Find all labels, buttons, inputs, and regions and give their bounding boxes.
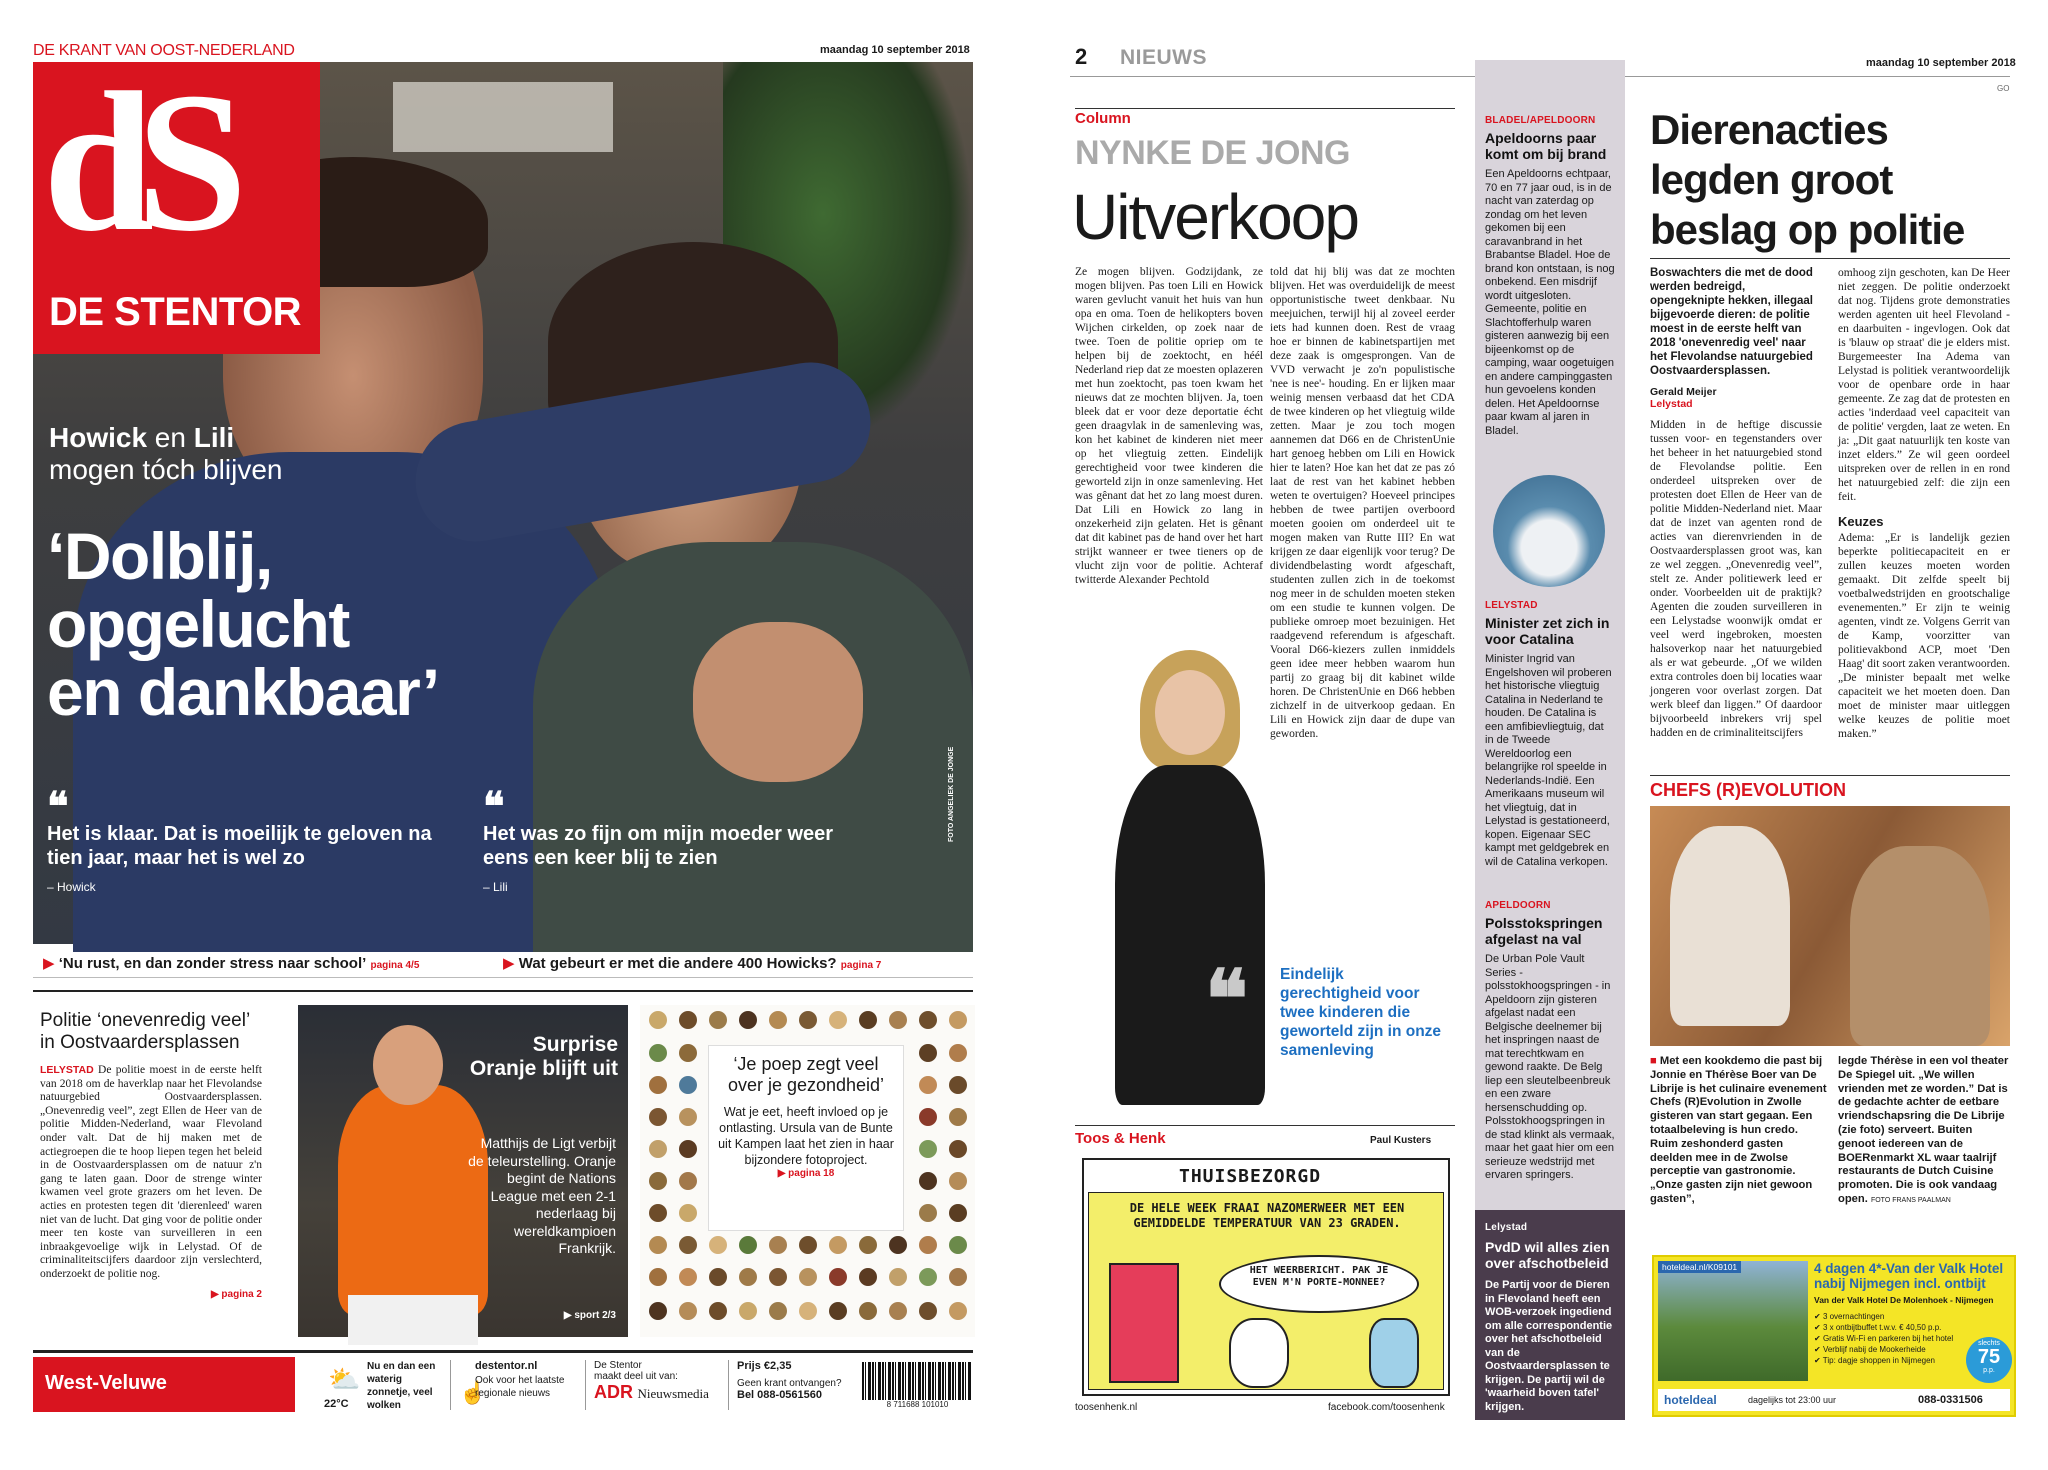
page-code: GO — [1997, 84, 2010, 93]
chefs-rule — [1650, 775, 2010, 776]
main-body2: omhoog zijn geschoten, kan De Heer niet zeggen. De politie onderzoekt dat nog. Tijdens grote demonstraties werden agenten uit heel Flevoland - en daarbuiten - ingevlogen. Ook dat is 'blauw op straat' die je elders mist. Burgemeester Ina Adema van Lelystad is politiek verantwoordelijk voor de openbare orde in haar gemeente. Ze zag dat de protesten en acties 'inderdaad veel capaciteit van de politie' vergden, laat ze weten. En ja: „Dit gaat natuurlijk ten koste van inzet elders.” Ze wil geen oordeel uitspreken over de rellen in en rond het natuurgebied zelf: die zijn een feit. — [1838, 267, 2010, 503]
masthead-tagline: DE KRANT VAN OOST-NEDERLAND — [33, 42, 295, 59]
quote-mark-icon: ❝ — [483, 785, 505, 829]
hero-headline-line2: opgelucht — [47, 587, 349, 661]
catalina-photo — [1493, 475, 1605, 587]
chefs-cap2-text: legde Thérèse in een vol theater De Spiegel uit. „We willen vrienden met ze worden.” Dat is de gedachte achter de eetbare vriendschapsring die De Librije (zie foto) serveert. Buiten genoot iedereen van de BOERenmarkt XL waar taalrijf restaurants de Dutch Cuisine promoten. Die is ook vandaag open. — [1838, 1055, 2009, 1205]
ad-item: ✔ Gratis Wi-Fi en parkeren bij het hotel — [1814, 1334, 1954, 1343]
s3-head: Polsstokspringen afgelast na val — [1485, 915, 1603, 947]
hero-headline — [47, 519, 439, 729]
page-date: maandag 10 september 2018 — [1866, 57, 2016, 69]
keuzes-head: Keuzes — [1838, 514, 1884, 529]
comic-caption: DE HELE WEEK FRAAI NAZOMERWEER MET EEN GEMIDDELDE TEMPERATUUR VAN 23 GRADEN. — [1129, 1201, 1405, 1230]
chef-man — [1670, 826, 1790, 1026]
comic-strip — [1082, 1158, 1450, 1396]
right-page — [1060, 0, 2020, 1470]
sport-page: sport 2/3 — [574, 1310, 616, 1321]
web-text: Ook voor het laatste regionale nieuws — [475, 1375, 565, 1399]
ad-title: 4 dagen 4*-Van der Valk Hotel nabij Nijmegen incl. ontbijt — [1814, 1261, 2004, 1291]
s3-kick: APELDOORN — [1485, 900, 1551, 911]
photo-credit: FOTO ANGELIEK DE JONGE — [948, 746, 955, 842]
poop-body: Wat je eet, heeft invloed op je ontlasting. Ursula van de Bunte uit Kampen laat het zien in haar bijzondere fotoproject. — [718, 1105, 894, 1167]
ad-brand: hoteldeal — [1664, 1393, 1717, 1407]
s3-body: De Urban Pole Vault Series - polsstokhoogspringen - in Apeldoorn zijn gisteren afgelast nadat een Belgische deelnemer bij het inspringen naast de mat terechtkwam en gewond raakte. De Belg liep een sleutelbeenbreuk en een zware hersenschudding op. Polsstokhoogspringen in de stad klinkt als vermaak, maar het gaat hier om een serieuze wedstrijd met ervaren springers. — [1485, 953, 1615, 1181]
chefs-photo — [1650, 806, 2010, 1046]
pull-quote-mark: ❝ — [1205, 955, 1249, 1044]
poop-box — [708, 1045, 904, 1231]
story1-title: Politie ‘onevenredig veel’ in Oostvaardersplassen — [40, 1010, 250, 1053]
teaser-link-1[interactable] — [43, 954, 419, 972]
columnist-body — [1115, 765, 1265, 1105]
s4-kick: Lelystad — [1485, 1222, 1528, 1233]
chefs-title: CHEFS (R)EVOLUTION — [1650, 780, 1846, 800]
player-head — [373, 1025, 443, 1105]
ad-item: ✔ Tip: dagje shoppen in Nijmegen — [1814, 1356, 1935, 1365]
sport-photo — [298, 1005, 628, 1337]
poop-page-link[interactable]: ▶ pagina 18 — [777, 1168, 835, 1179]
player-body — [338, 1085, 488, 1315]
section-name: NIEUWS — [1120, 46, 1207, 69]
left-page — [0, 0, 1000, 1470]
s2-kick: LELYSTAD — [1485, 600, 1538, 611]
quote-block-lili — [483, 785, 843, 894]
s1-head: Apeldoorns paar komt om bij brand — [1485, 130, 1607, 162]
story1-page: pagina 2 — [221, 1289, 262, 1300]
weather-block — [320, 1360, 440, 1410]
quote-howick-by: – Howick — [47, 880, 96, 894]
ad-phone: 088-0331506 — [1918, 1394, 1983, 1406]
weather-temp: 22°C — [324, 1398, 349, 1410]
ad-photo — [1658, 1261, 1808, 1381]
logo-box — [33, 52, 320, 354]
s4-head: PvdD wil alles zien over afschotbeleid — [1485, 1239, 1610, 1271]
story1-place: LELYSTAD — [40, 1064, 94, 1076]
column-label: Column — [1075, 110, 1131, 127]
window-light — [393, 82, 613, 152]
column-col2-text: told dat hij blij was dat ze mochten blijven. Het was overduidelijk de meest opportunistische tweet denkbaar. Nu meejuichen, terwijl hij al zoveel eerder iets had kunnen doen. Rest de vraag hoe er binnen de kabinetspartijen met deze zaak is omgesprongen. Van de VVD verwacht je zo'n populistische 'nee is nee'- houding. En er lijken maar weinig mensen verbaasd dat het CDA de twee kinderen op het vliegtuig wilde zetten. Maar je zou toch mogen aannemen dat D66 en de ChristenUnie hart genoeg hebben om Lili en Howick hier te laten? Hoe kan het dat ze pas zó laat de rest van het kabinet hebben weten te overtuigen? Hoeveel principes hebben de twee partijen overboord moeten gooien om onderdeel uit te mogen maken van Rutte III? En wat krijgen ze daar eigenlijk voor terug? De dividendbelasting wordt afgeschaft, studenten zullen zich in de toekomst nog meer in de schulden moeten steken om een studie te kunnen volgen. De publieke omroep moet bezuinigen. Het raadgevend referendum is afgeschaft. Vooral D66-kiezers zullen inmiddels geen idee meer hebben waarom hun partij zo graag bij dit kabinet wilde horen. De ChristenUnie en D66 hebben zichzelf in de uitverkoop gedaan. En Lili en Howick zijn daar de dupe van geworden. — [1270, 266, 1455, 740]
hero-headline-line1: ‘Dolblij, — [47, 519, 272, 593]
ad-code: hoteldeal.nl/K09101 — [1658, 1261, 1741, 1273]
square-bullet-icon: ■ — [1650, 1055, 1657, 1067]
chefs-cap1-text: Met een kookdemo die past bij Jonnie en Thérèse Boer van De Librije is het culinaire evenement Chefs (R)Evolution in Zwolle gisteren van start gegaan. Een totaalbeleving is hun credo. Ruim zeshonderd gasten deelden mee in de Zwolse perceptie van gastronomie. „Onze gasten zijn niet gewoon gasten”, — [1650, 1055, 1827, 1205]
comic-url2[interactable]: facebook.com/toosenhenk — [1328, 1402, 1445, 1413]
teaser-link-2[interactable] — [503, 954, 881, 972]
teaser1-text: ‘Nu rust, en dan zonder stress naar school’ — [58, 955, 367, 972]
main-author: Gerald Meijer — [1650, 386, 1717, 398]
column-col1 — [1075, 265, 1263, 635]
hero-lead-name2: Lili — [193, 422, 235, 453]
chefs-credit: FOTO FRANS PAALMAN — [1870, 1196, 1951, 1204]
adr-text2: maakt deel uit van: — [594, 1371, 678, 1382]
logo-letters: dS — [43, 52, 230, 273]
player-shorts — [348, 1295, 478, 1345]
main-col2 — [1838, 266, 2010, 756]
hand-pointer-icon: ☝ — [459, 1380, 487, 1405]
web-url: destentor.nl — [475, 1360, 538, 1372]
column-col2 — [1270, 265, 1455, 870]
poop-title: ‘Je poep zegt veel over je gezondheid’ — [727, 1054, 885, 1095]
sport-title: Surprise Oranje blijft uit — [469, 1033, 618, 1080]
main-rule — [1650, 258, 2010, 259]
quote-lili: Het was zo fijn om mijn moeder weer eens een keer blij te zien — [483, 823, 834, 869]
main-body3: Adema: „Er is landelijk gezien beperkte politiecapaciteit en er zullen keuzes moeten worden gemaakt. Dit zelfde speelt bij voetbalwedstrijden en grootschalige evenementen.” Er zijn te weinig agenten, vindt ze. Volgens Gerrit van de Kamp, voorzitter van politievakbond ACP, moet 'Den Haag' dit soort zaken verantwoorden. „De minister bepaalt met welke capaciteit we het moeten doen. Dan moet de minister maar uitleggen welke keuzes de politie moet maken.” — [1838, 532, 2010, 740]
comic-man — [1369, 1318, 1419, 1388]
ad-list — [1814, 1311, 1964, 1366]
ad-price-badge — [1966, 1337, 2012, 1383]
toos-author: Paul Kusters — [1370, 1135, 1432, 1146]
arrow-icon: ▶ — [503, 955, 515, 972]
story1-body: De politie moest in de eerste helft van 2018 om de haverklap naar het Flevolandse natuurgebied Oostvaardersplassen. „Onevenredig veel”, zegt Ellen de Heer van de politie Midden-Nederland, waar Flevoland onder valt. Dat de hij maken met de actiegroepen die te hoop liepen tegen het beleid in de Oostvaardersplassen om de natuur z'n gang te laten gaan. Door de strenge winter kwamen veel grote grazers om het leven. De acties en protesten tegen dit 'dierenleed' waren niet van de lucht. Dat ging voor de politie onder meer ten koste van surveilleren in een inbraakgevoelige wijk in Lelystad. Of de criminaliteitscijfers daardoor zijn verslechterd, onderzoekt de politie nog. — [40, 1064, 263, 1280]
side-story-4 — [1475, 1210, 1625, 1420]
ad-price-label: slechts — [1978, 1340, 2000, 1347]
s2-head: Minister zet zich in voor Catalina — [1485, 615, 1610, 647]
ad-pp: p.p. — [1983, 1367, 1995, 1374]
hero-headline-line3: en dankbaar’ — [47, 655, 439, 729]
teaser1-page: pagina 4/5 — [370, 960, 420, 971]
poop-page: pagina 18 — [788, 1168, 835, 1179]
ad-item: ✔ 3 overnachtingen — [1814, 1312, 1885, 1321]
delivery-q: Geen krant ontvangen? — [737, 1378, 842, 1389]
ad-item: ✔ Verblijf nabij de Mookerheide — [1814, 1345, 1926, 1354]
front-date: maandag 10 september 2018 — [820, 44, 970, 56]
story-politie — [40, 1010, 262, 1300]
adr-text1: De Stentor — [594, 1360, 642, 1371]
hero-lead-line2: mogen tóch blijven — [49, 454, 283, 485]
web-block[interactable] — [450, 1360, 580, 1410]
comic-panel — [1088, 1192, 1444, 1390]
quote-howick: Het is klaar. Dat is moeilijk te geloven na tien jaar, maar het is wel zo — [47, 823, 432, 869]
ad-hours: dagelijks tot 23:00 uur — [1748, 1395, 1837, 1405]
main-place: Lelystad — [1650, 398, 1693, 410]
column-rule — [1075, 108, 1455, 109]
barcode — [862, 1362, 972, 1400]
s2-body: Minister Ingrid van Engelshoven wil proberen het historische vliegtuig Catalina in Nederland te houden. De Catalina is een amfibievliegtuig, dat in de Tweede Wereldoorlog een belangrijke rol speelde in Nederlands-Indië. Een Amerikaans museum wil het vliegtuig, dat in Lelystad is gestationeerd, kopen. Eigenaar SEC kampt met geldgebrek en wil de Catalina verkopen. — [1485, 653, 1612, 868]
logo-name: DE STENTOR — [49, 290, 302, 334]
sport-page-link[interactable]: ▶ sport 2/3 — [563, 1310, 616, 1321]
barcode-num: 8 711688 101010 — [886, 1400, 949, 1409]
hoteldeal-ad[interactable] — [1652, 1255, 2016, 1417]
adr-logo: ADR — [594, 1382, 633, 1402]
sport-body: Matthijs de Ligt verbijt de teleurstelling. Oranje begint de Nations League met een 2-1 nederlaag bij wereldkampioen Frankrijk. — [468, 1135, 616, 1256]
comic-url1[interactable]: toosenhenk.nl — [1075, 1402, 1138, 1413]
comic-rule — [1075, 1125, 1455, 1126]
main-col1 — [1650, 266, 1822, 753]
price-block — [728, 1360, 858, 1410]
teaser2-page: pagina 7 — [840, 960, 882, 971]
ad-hotel: Van der Valk Hotel De Molenhoek - Nijmegen — [1814, 1295, 1994, 1305]
column-col1-text: Ze mogen blijven. Godzijdank, ze mogen blijven. Pas toen Lili en Howick waren gevlucht vanuit het huis van hun opa en oma. Toen de helikopters boven Wijchen cirkelden, op zoek naar de twee. Toen de politie opriep om te helpen bij de zoektocht, en héél Nederland riep dat ze moesten oplazeren met hun zoektocht, pas toen kwam het nieuws dat ze mochten blijven. Ja, toen bleek dat er voor deze deportatie écht geen draagvlak in de samenleving was, kon het kabinet de kinderen niet meer op het vliegtuig zetten. Eindelijk gerechtigheid voor twee kinderen die geworteld zijn in onze samenleving. Het was gênant dat het zo lang moest duren. Dat Lili en Howick zo lang in onzekerheid zijn gelaten. Het is gênant dat dit kabinet pas de hand over het hart strijkt wanneer er twee tieners op de vlucht zijn voor de politie. Achteraf twitterde Alexander Pechtold — [1075, 266, 1263, 586]
story1-page-link[interactable]: ▶ pagina 2 — [210, 1289, 262, 1300]
ad-item: ✔ 3 x ontbijtbuffet t.w.v. € 40,50 p.p. — [1814, 1323, 1942, 1332]
chefs-cap1 — [1650, 1055, 1828, 1207]
s4-body: De Partij voor de Dieren in Flevoland heeft een WOB-verzoek ingediend om alle correspondentie over het afschotbeleid van de Oostvaardersplassen te krijgen. De partij wil de 'waarheid boven tafel' krijgen. — [1485, 1279, 1613, 1413]
toos-label: Toos & Henk — [1075, 1130, 1166, 1147]
region-box — [33, 1357, 295, 1412]
side-story-2 — [1485, 600, 1615, 883]
comic-door — [1109, 1263, 1179, 1383]
comic-title: THUISBEZORGD — [1179, 1166, 1322, 1187]
teaser-bar — [33, 944, 973, 978]
page-number: 2 — [1075, 44, 1088, 69]
quote-block-howick — [47, 785, 467, 894]
story1-body-wrap — [40, 1064, 262, 1289]
delivery-phone: Bel 088-0561560 — [737, 1389, 823, 1401]
quote-lili-by: – Lili — [483, 880, 508, 894]
poop-feature — [640, 1005, 975, 1337]
weather-text: Nu en dan een waterig zonnetje, veel wolken — [367, 1361, 436, 1411]
hero-lead-and: en — [147, 422, 194, 453]
quote-mark-icon: ❝ — [47, 785, 69, 829]
adr-name: Nieuwsmedia — [637, 1386, 709, 1401]
chefs-cap2 — [1838, 1055, 2010, 1208]
side-column — [1475, 60, 1625, 1420]
comic-bubble-text: HET WEERBERICHT. PAK JE EVEN M'N PORTE-MONNEE? — [1249, 1265, 1389, 1288]
ad-footer — [1658, 1389, 2010, 1411]
hero-lead — [49, 422, 282, 486]
columnist-name: NYNKE DE JONG — [1075, 134, 1350, 172]
comic-bubble — [1219, 1255, 1419, 1313]
arrow-icon: ▶ — [43, 955, 55, 972]
divider — [33, 990, 973, 992]
s1-kick: BLADEL/APELDOORN — [1485, 115, 1596, 126]
main-body1: Midden in de heftige discussie tussen voor- en tegenstanders over het beheer in het natuurgebied stond de Flevolandse politie. Een onderdeel uitspreken over de protesten doet Ellen de Heer van de politie Midden-Nederland niet. Maar dat de inzet van agenten rond de acties van dierenvrienden in de Oostvaardersplassen groot was, kan ze wel zeggen. „Onevenredig veel”, stelt ze. Ander politiewerk leed er onder. Voorbeelden uit de praktijk? Agenten die zouden surveilleren in een Lelystadse woonwijk omdat er veel werd ingebroken, moesten halsoverkop naar het natuurgebied als er wat gebeurde. „Of we wilden extra controles doen bij locaties waar jongeren voor overlast zorgen. Dat werk bleef dan liggen.” Of daardoor bijvoorbeeld inbrekers vrij spel hadden en de criminaliteitscijfers — [1650, 419, 1822, 739]
hands — [693, 622, 863, 782]
teaser2-text: Wat gebeurt er met die andere 400 Howicks? — [518, 955, 837, 972]
side-story-1 — [1485, 115, 1615, 473]
adr-block — [585, 1360, 720, 1410]
price: Prijs €2,35 — [737, 1360, 792, 1372]
main-headline: Dierenacties legden groot beslag op politie — [1650, 106, 1965, 253]
pull-quote: Eindelijk gerechtigheid voor twee kinderen die geworteld zijn in onze samenleving — [1280, 966, 1442, 1059]
s1-body: Een Apeldoorns echtpaar, 70 en 77 jaar oud, is in de nacht van zaterdag op zondag om het leven gekomen bij een caravanbrand in het Brabantse Bladel. Hoe de brand kon ontstaan, is nog onbekend. Een misdrijf wordt uitgesloten. Gemeente, politie en Slachtofferhulp waren gisteren aanwezig bij een bijeenkomst op de camping, waar oogetuigen en andere campinggasten hun gevoelens konden delen. Het Apeldoornse paar kwam al jaren in Bladel. — [1485, 168, 1615, 437]
footer-rule — [33, 1350, 973, 1353]
comic-woman — [1229, 1318, 1289, 1388]
columnist-face — [1155, 670, 1225, 755]
main-intro: Boswachters die met de dood werden bedreigd, opengeknipte hekken, illegaal bijgevoerde dieren: de politie moest in de eerste helft van 2018 'onevenredig veel' naar het Flevolandse natuurgebied Oostvaardersplassen. — [1650, 267, 1813, 377]
chef-woman — [1850, 846, 1990, 1046]
hero-lead-name1: Howick — [49, 422, 148, 453]
side-story-3 — [1485, 900, 1615, 1208]
weather-icon: ⛅ — [328, 1364, 361, 1394]
region-name: West-Veluwe — [45, 1372, 167, 1394]
column-title: Uitverkoop — [1072, 181, 1358, 253]
ad-price: 75 — [1977, 1346, 2001, 1368]
